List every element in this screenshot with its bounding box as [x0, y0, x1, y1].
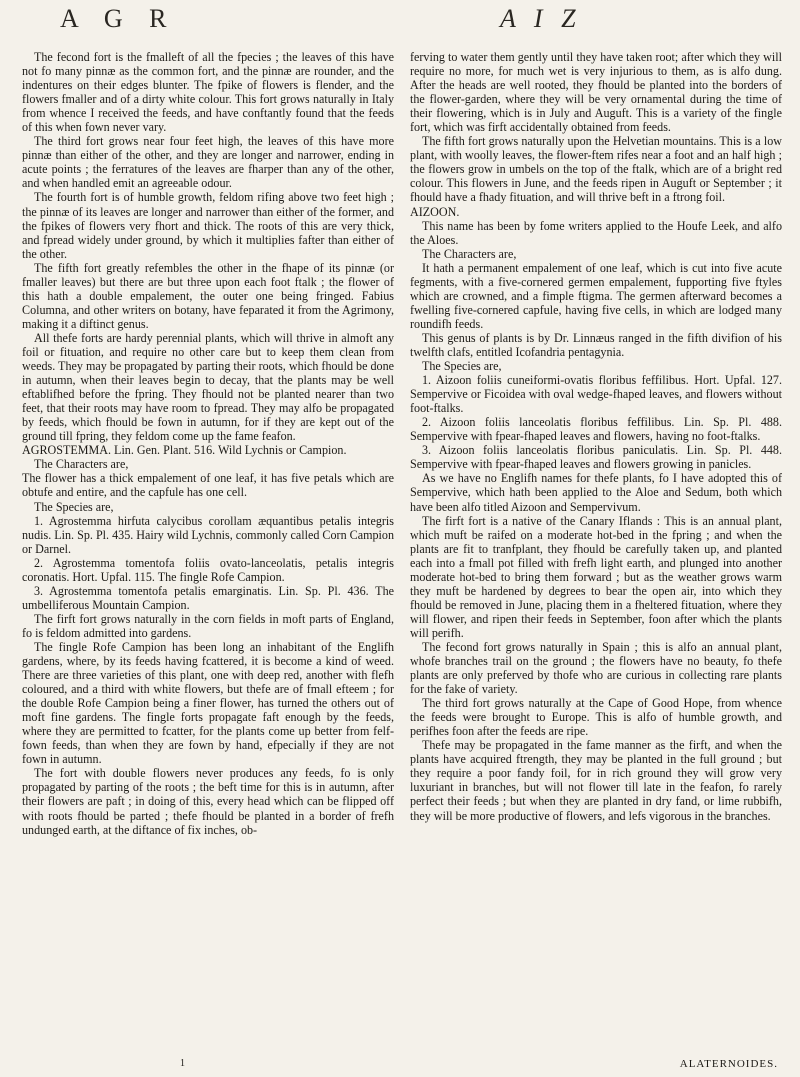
signature-mark: 1	[180, 1058, 185, 1069]
paragraph: The fifth fort grows naturally upon the Helvetian mountains. This is a low plant, with woolly leaves, the flower-ftem rifes near a foot and an half high ; the flowers grow in umbels on the top of the ftalk, which are of a bright red colour. This flowers in June, and the feeds ripen in Auguft or September ; it fhould have a fhady fituation, and will thrive beft in a ftrong foil.	[410, 134, 782, 205]
paragraph: This genus of plants is by Dr. Linnæus ranged in the fifth divifion of his twelfth clafs, entitled Icofandria pentagynia.	[410, 330, 782, 359]
paragraph: ferving to water them gently until they have taken root; after which they will require no more, for much wet is very injurious to them, as is alfo dung. After the heads are well rooted, they fhould be planted into the borders of the flower-garden, where they will be very ornamental during the time of their flowering, which is in July and Auguft. This is a variety of the fingle fort, which was firft accidentally obtained from feeds.	[410, 50, 782, 135]
paragraph: The flower has a thick empalement of one leaf, it has five petals which are obtufe and entire, and the capfule has one cell.	[22, 471, 394, 500]
paragraph: The Species are,	[422, 359, 502, 374]
paragraph: 1. Aizoon foliis cuneiformi-ovatis floribus feffilibus. Hort. Upfal. 127. Sempervive or Ficoidea with oval wedge-fhaped leaves, and flowers without foot-ftalks.	[410, 373, 782, 416]
paragraph: 3. Aizoon foliis lanceolatis floribus paniculatis. Lin. Sp. Pl. 448. Sempervive with fpear-fhaped leaves and flowers growing in panicles.	[410, 443, 782, 472]
paragraph: The Species are,	[34, 499, 114, 514]
paragraph: AGROSTEMMA. Lin. Gen. Plant. 516. Wild Lychnis or Campion.	[22, 443, 347, 458]
paragraph: The fourth fort is of humble growth, feldom rifing above two feet high ; the pinnæ of its leaves are longer and narrower than either of the former, and the fpikes of flowers very fhort and thick. The roots of this are very thick, and fpread widely under ground, by which it multiplies fafter than either of the other.	[22, 190, 394, 261]
paragraph: 1. Agrostemma hirfuta calycibus corollam æquantibus petalis integris nudis. Lin. Sp. Pl. 435. Hairy wild Lychnis, commonly called Corn Campion or Darnel.	[22, 513, 394, 556]
paragraph: As we have no Englifh names for thefe plants, fo I have adopted this of Sempervive, which hath been applied to the Aloe and Sedum, both which have been alfo titled Aizoon and Sempervivum.	[410, 471, 782, 514]
paragraph: The fecond fort grows naturally in Spain ; this is alfo an annual plant, whofe branches trail on the ground ; the flowers have no beauty, fo thefe plants are only preferved by thofe who are curious in collecting rare plants for the fake of variety.	[410, 639, 782, 697]
paragraph: The third fort grows naturally at the Cape of Good Hope, from whence the feeds were brought to Europe. This is alfo of humble growth, and perifhes foon after the feeds are ripe.	[410, 696, 782, 739]
paragraph: 2. Agrostemma tomentofa foliis ovato-lanceolatis, petalis integris coronatis. Hort. Upfal. 115. The fingle Rofe Campion.	[22, 555, 394, 584]
paragraph: The firft fort grows naturally in the corn fields in moft parts of England, fo is feldom admitted into gardens.	[22, 611, 394, 640]
right-column	[410, 50, 782, 1070]
paragraph: AIZOON.	[410, 204, 460, 219]
running-header	[0, 4, 800, 44]
paragraph: The fingle Rofe Campion has been long an inhabitant of the Englifh gardens, where, by its feeds having fcattered, it is become a kind of weed. There are three varieties of this plant, one with deep red, another with flefh coloured, and a third with white flowers, but thefe are of fmall efteem ; for the double Rofe Campion being a finer flower, has turned the others out of moft fine gardens. The fingle forts propagate faft enough by the feeds, where they are permitted to fcatter, for the plants come up better from felf-fown feeds, than when they are fown by hand, efpecially if they are not fown in autumn.	[22, 639, 394, 767]
header-right: A I Z	[500, 4, 582, 33]
paragraph: The fort with double flowers never produces any feeds, fo is only propagated by parting of the roots ; the beft time for this is in autumn, after their flowers are paft ; in doing of this, every head which can be flipped off with roots fhould be parted ; thefe fhould be planted in a border of frefh undunged earth, at the diftance of fix inches, ob-	[22, 766, 394, 837]
paragraph: This name has been by fome writers applied to the Houfe Leek, and alfo the Aloes.	[410, 218, 782, 247]
paragraph: The firft fort is a native of the Canary Iflands : This is an annual plant, which muft be raifed on a moderate hot-bed in the fpring ; and when the plants are fit to tranfplant, they fhould be carefully taken up, and planted each into a fmall pot filled with frefh light earth, and plunged into another moderate hot-bed to bring them forward ; but as the weather grows warm they muft be hardened by degrees to bear the open air, into which they fhould be removed in June, placing them in a fheltered fituation, where they will flower, and ripen their feeds in September, foon after which the plants will perifh.	[410, 513, 782, 640]
paragraph: 3. Agrostemma tomentofa petalis emarginatis. Lin. Sp. Pl. 436. The umbelliferous Mountain Campion.	[22, 583, 394, 612]
left-column	[22, 50, 394, 1070]
paragraph: Thefe may be propagated in the fame manner as the firft, and when the plants have acquired ftrength, they may be planted in the full ground ; but they require a poor fandy foil, for in rich ground they will grow very luxuriant in branches, but will not flower till late in the feafon, fo rarely perfect their feeds ; but when they are planted in dry fand, or lime rubbifh, they will be more productive of flowers, and lefs vigorous in the branches.	[410, 738, 782, 823]
paragraph: It hath a permanent empalement of one leaf, which is cut into five acute fegments, with a five-cornered germen empalement, fupporting five ftyles which are crowned, and a fimple ftigma. The germen afterward becomes a fwelling five-cornered capfule, having five cells, in which are lodged many roundifh feeds.	[410, 260, 782, 331]
paragraph: The fifth fort greatly refembles the other in the fhape of its pinnæ (or fmaller leaves) but there are but three upon each foot ftalk ; the flower of this hath a double empalement, the outer one being fringed. Fabius Columna, and other writers on botany, have feparated it from the Agrimony, making it a diftinct genus.	[22, 260, 394, 331]
paragraph: The Characters are,	[422, 246, 517, 261]
catchword: ALATERNOIDES.	[679, 1058, 778, 1070]
paragraph: The third fort grows near four feet high, the leaves of this have more pinnæ than either of the other, and they are longer and narrower, ending in acute points ; the ferratures of the leaves are fharper than any of the other, and when handled emit an agreeable odour.	[22, 134, 394, 191]
paragraph: The fecond fort is the fmalleft of all the fpecies ; the leaves of this have not fo many pinnæ as the common fort, and the pinnæ are rounder, and the indentures on their edges blunter. The fpike of flowers is flender, and the flowers fmaller and of a dirty white colour. This fort grows naturally in Italy from whence I received the feeds, and have conftantly found that the feeds of this when fown never vary.	[22, 50, 394, 135]
header-left: A G R	[60, 4, 177, 33]
paragraph: All thefe forts are hardy perennial plants, which will thrive in almoft any foil or fituation, and require no other care but to keep them clean from weeds. They may be propagated by parting their roots, which fhould be done in autumn, when their leaves begin to decay, that the plants may be well eftablifhed before the fpring. They fhould not be planted nearer than two feet, that their roots may have room to fpread. They may alfo be propagated by feeds, which fhould be fown in autumn, for if they are kept out of the ground till fpring, they feldom come up the fame feafon.	[22, 330, 394, 444]
paragraph: The Characters are,	[34, 457, 129, 472]
paragraph: 2. Aizoon foliis lanceolatis floribus feffilibus. Lin. Sp. Pl. 488. Sempervive with fpear-fhaped leaves and flowers, having no foot-ftalks.	[410, 415, 782, 444]
